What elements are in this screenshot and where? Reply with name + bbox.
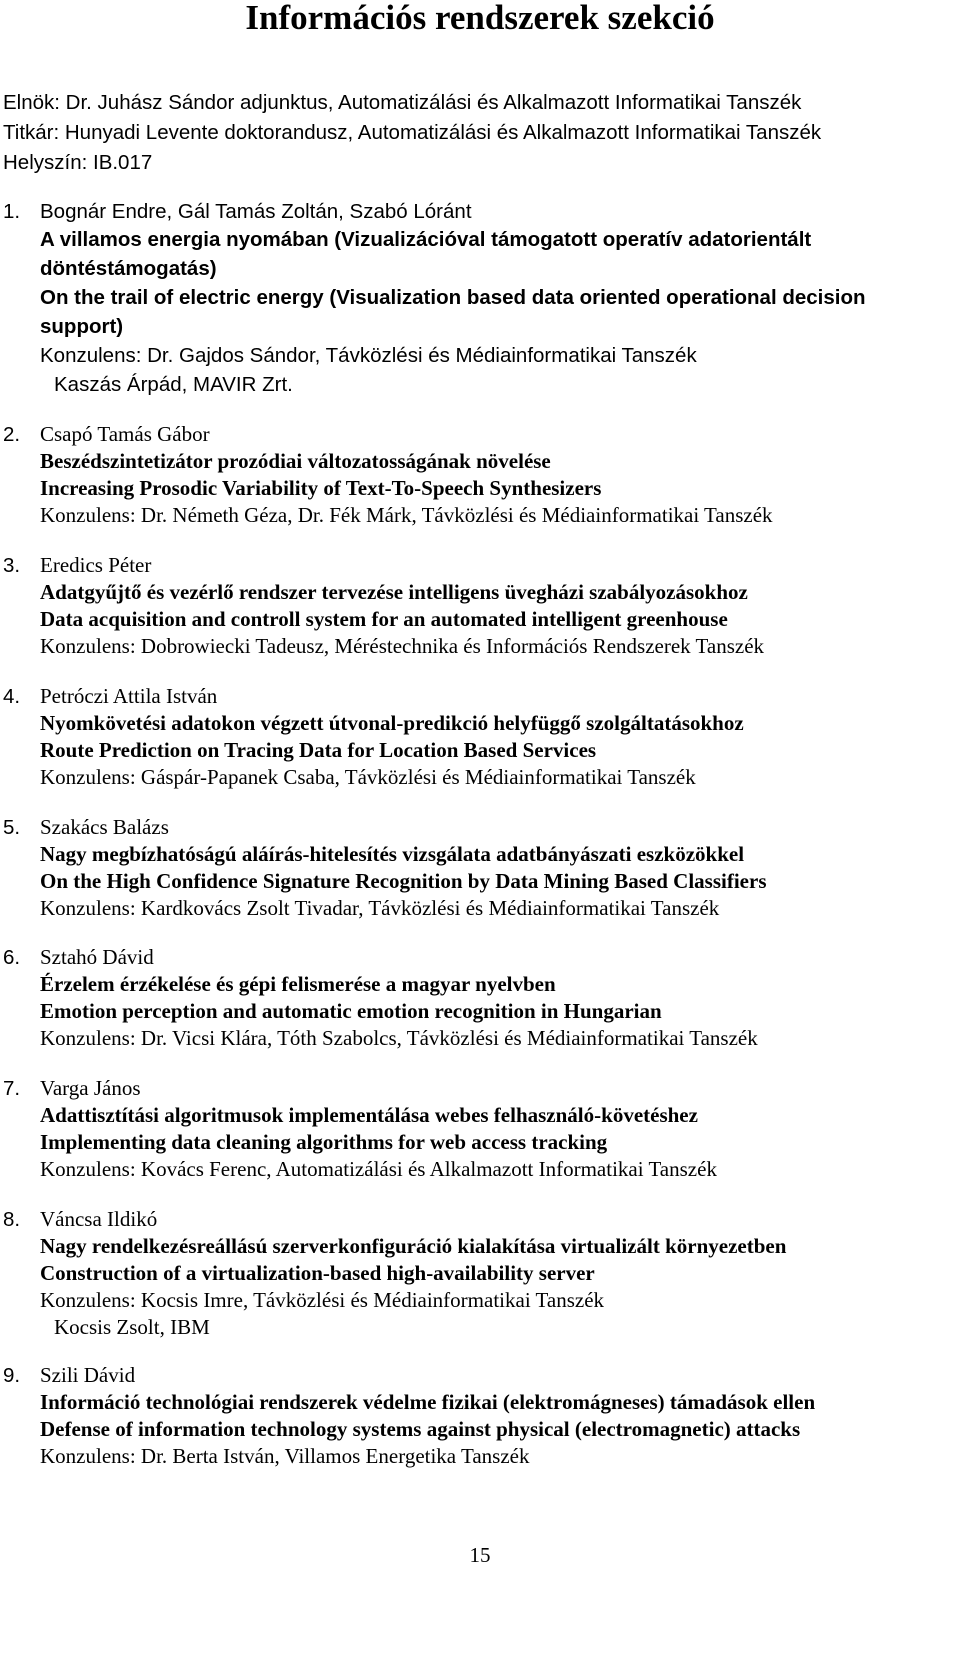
entry-advisor: Konzulens: Dr. Németh Géza, Dr. Fék Márk, Távközlési és Médiainformatikai Tanszék (40, 503, 773, 527)
entry-number: 8. (3, 1208, 21, 1231)
entry-authors: Varga János (40, 1076, 141, 1100)
entry-title-en: Data acquisition and controll system for an automated intelligent greenhouse (40, 607, 728, 631)
entry-advisor-2: Kocsis Zsolt, IBM (54, 1315, 210, 1339)
entry-title-en-cont: support) (40, 315, 124, 338)
entry-title-en: On the High Confidence Signature Recognition by Data Mining Based Classifiers (40, 869, 767, 893)
entry-authors: Szakács Balázs (40, 815, 169, 839)
page-number: 15 (469, 1543, 491, 1567)
entry-number: 6. (3, 946, 21, 969)
entry-title-hu: Nagy rendelkezésreállású szerverkonfiguráció kialakítása virtualizált környezetben (40, 1234, 787, 1258)
entry-title-hu: Nyomkövetési adatokon végzett útvonal-predikció helyfüggő szolgáltatásokhoz (40, 711, 744, 735)
entry-advisor: Konzulens: Gáspár-Papanek Csaba, Távközlési és Médiainformatikai Tanszék (40, 765, 696, 789)
entry-authors: Bognár Endre, Gál Tamás Zoltán, Szabó Lóránt (40, 200, 472, 223)
entry-title-en: Route Prediction on Tracing Data for Location Based Services (40, 738, 597, 762)
entry-authors: Csapó Tamás Gábor (40, 422, 210, 446)
entry-advisor: Konzulens: Dr. Gajdos Sándor, Távközlési és Médiainformatikai Tanszék (40, 344, 697, 367)
entry-9 (3, 1362, 958, 1470)
entry-advisor: Konzulens: Dr. Berta István, Villamos Energetika Tanszék (40, 1444, 530, 1468)
entry-advisor: Konzulens: Dobrowiecki Tadeusz, Méréstechnika és Információs Rendszerek Tanszék (40, 634, 765, 658)
entry-number: 9. (3, 1364, 21, 1387)
chair-line: Elnök: Dr. Juhász Sándor adjunktus, Automatizálási és Alkalmazott Informatikai Tanszék (3, 91, 802, 114)
entry-advisor-2: Kaszás Árpád, MAVIR Zrt. (54, 373, 293, 396)
entry-3 (3, 552, 958, 660)
entry-number: 2. (3, 423, 21, 446)
entry-authors: Eredics Péter (40, 553, 152, 577)
entry-authors: Petróczi Attila István (40, 684, 218, 708)
entry-number: 3. (3, 554, 21, 577)
entry-2 (3, 421, 958, 529)
entry-title-hu-cont: döntéstámogatás) (40, 257, 217, 280)
entry-number: 5. (3, 816, 21, 839)
entry-number: 4. (3, 685, 21, 708)
entry-title-en: Construction of a virtualization-based high-availability server (40, 1261, 595, 1285)
entry-6 (3, 944, 958, 1052)
entry-advisor: Konzulens: Kovács Ferenc, Automatizálási és Alkalmazott Informatikai Tanszék (40, 1157, 717, 1181)
entry-title-en: Defense of information technology systems against physical (electromagnetic) attacks (40, 1417, 801, 1441)
entry-authors: Szili Dávid (40, 1363, 136, 1387)
entry-advisor: Konzulens: Kocsis Imre, Távközlési és Médiainformatikai Tanszék (40, 1288, 605, 1312)
entry-7 (3, 1075, 958, 1183)
entry-title-en: Implementing data cleaning algorithms for web access tracking (40, 1130, 608, 1154)
entry-authors: Sztahó Dávid (40, 945, 154, 969)
entry-title-hu: Adatgyűjtő és vezérlő rendszer tervezése intelligens üvegházi szabályozásokhoz (40, 580, 748, 604)
secretary-line: Titkár: Hunyadi Levente doktorandusz, Automatizálási és Alkalmazott Informatikai Tanszék (3, 121, 822, 144)
entry-authors: Váncsa Ildikó (40, 1207, 158, 1231)
entry-title-hu: Beszédszintetizátor prozódiai változatosságának növelése (40, 449, 551, 473)
location-line: Helyszín: IB.017 (3, 151, 153, 174)
entry-4 (3, 683, 958, 791)
entry-title-en: On the trail of electric energy (Visualization based data oriented operational decision (40, 286, 866, 309)
entry-title-hu: Érzelem érzékelése és gépi felismerése a magyar nyelvben (40, 972, 556, 996)
entry-8 (3, 1206, 958, 1341)
entry-title-hu: Információ technológiai rendszerek védelme fizikai (elektromágneses) támadások ellen (40, 1390, 816, 1414)
entry-title-en: Increasing Prosodic Variability of Text-To-Speech Synthesizers (40, 476, 602, 500)
entry-number: 1. (3, 200, 21, 223)
entry-advisor: Konzulens: Dr. Vicsi Klára, Tóth Szabolcs, Távközlési és Médiainformatikai Tanszék (40, 1026, 758, 1050)
section-title: Információs rendszerek szekció (245, 0, 715, 37)
entry-number: 7. (3, 1077, 21, 1100)
entry-advisor: Konzulens: Kardkovács Zsolt Tivadar, Távközlési és Médiainformatikai Tanszék (40, 896, 720, 920)
section-header (3, 88, 821, 178)
entry-5 (3, 814, 958, 922)
entry-title-hu: Nagy megbízhatóságú aláírás-hitelesítés vizsgálata adatbányászati eszközökkel (40, 842, 745, 866)
entry-title-hu: Adattisztítási algoritmusok implementálása webes felhasználó-követéshez (40, 1103, 698, 1127)
entry-title-hu: A villamos energia nyomában (Vizualizációval támogatott operatív adatorientált (40, 228, 812, 251)
entry-1 (3, 198, 958, 399)
entry-title-en: Emotion perception and automatic emotion recognition in Hungarian (40, 999, 662, 1023)
